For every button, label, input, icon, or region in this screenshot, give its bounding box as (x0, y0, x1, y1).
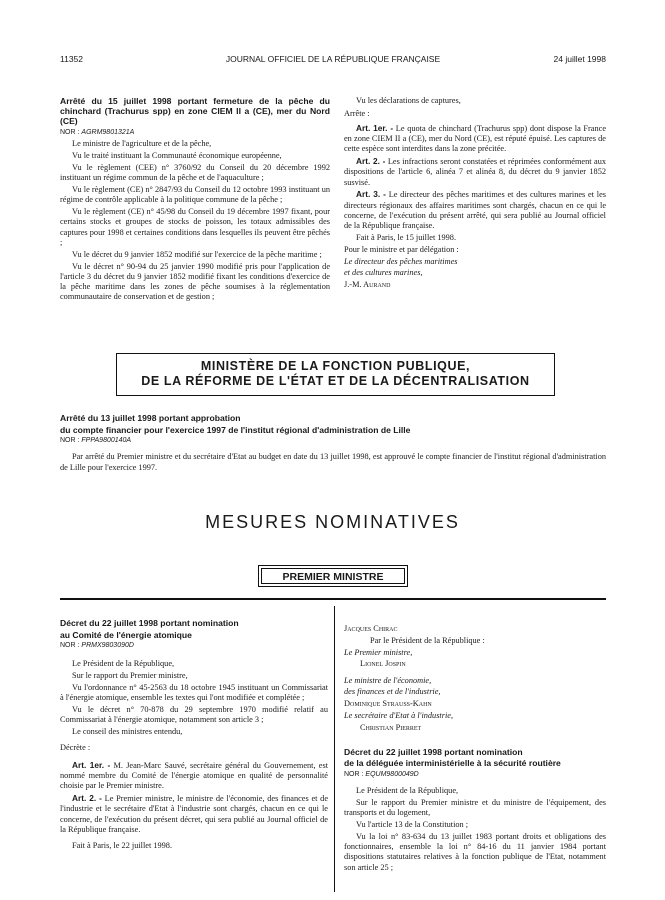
nor-code: EQUM9800049D (365, 770, 419, 778)
premier-ministre-label: PREMIER MINISTRE (261, 568, 405, 584)
article-label: Art. 1er. - (356, 122, 394, 133)
decret1-title-line2: au Comité de l'énergie atomique (60, 629, 192, 640)
nor-label: NOR : (60, 642, 80, 649)
sec-title: Le secrétaire d'Etat à l'industrie, (344, 711, 454, 721)
decret1-para: Le Président de la République, (72, 659, 175, 669)
decret2-nor (344, 770, 606, 780)
arrete1-article-3 (344, 189, 606, 231)
journal-title: JOURNAL OFFICIEL DE LA RÉPUBLIQUE FRANÇAISE (225, 54, 441, 64)
article-label: Art. 2. - (356, 155, 386, 166)
decret1-article-1 (60, 760, 328, 792)
arrete1-sig-line2: Le directeur des pêches maritimes (344, 256, 458, 266)
article-text: Le directeur des pêches maritimes et des cultures marines et les directeurs régionaux des affaires maritimes sont chargés, chacun en ce qui le concerne, de l'exécution du présent arrêté, qui sera publié au Journal officiel de la République française. (344, 190, 606, 231)
decret1-para: Le conseil des ministres entendu, (72, 727, 183, 737)
nor-code: AGRM9801321A (81, 128, 135, 136)
mesures-nominatives-title: MESURES NOMINATIVES (205, 512, 460, 532)
arrete2-title-line1: Arrêté du 13 juillet 1998 portant approbation (60, 413, 241, 423)
arrete1-article-2 (344, 156, 606, 188)
article-text: Le quota de chinchard (Trachurus spp) dont dispose la France en zone CIEM II a (CE), mer du Nord (CE), est réputé épuisé. Les captures de cette espèce sont interdites dans la zone précitée. (344, 123, 606, 154)
decret2-title-line1: Décret du 22 juillet 1998 portant nomination (344, 746, 523, 757)
arrete2-section (60, 413, 606, 474)
ministry-heading-box (116, 353, 555, 396)
eco-name: Dominique Strauss-Kahn (344, 699, 432, 709)
decret2-para: Sur le rapport du Premier ministre et du ministre de l'équipement, des transports et du logement, (344, 797, 606, 818)
article-text: M. Jean-Marc Sauvé, secrétaire général du Gouvernement, est nommé membre du Comité de l'énergie atomique en qualité de personnalité choisie par le Premier ministre. (60, 760, 329, 791)
decret1-nor (60, 641, 328, 651)
article-text: Les infractions seront constatées et réprimées conformément aux dispositions de l'article 6, alinéa 7 et alinéa 8, du décret du 9 janvier 1852 susvisé. (344, 156, 606, 187)
arrete1-nor (60, 128, 330, 138)
nor-code: FPPA9800140A (81, 437, 132, 444)
column-rule (334, 606, 335, 892)
eco-title1: Le ministre de l'économie, (344, 675, 432, 685)
arrete1-sig-line1: Pour le ministre et par délégation : (344, 244, 459, 254)
arrete1-para: Vu le règlement (CE) n° 2847/93 du Conseil du 12 octobre 1993 instituant un régime de contrôle applicable à la politique commune de la pêche ; (60, 184, 330, 205)
arrete1-article-1 (344, 123, 606, 155)
ministry-line2: DE LA RÉFORME DE L'ÉTAT ET DE LA DÉCENTRALISATION (141, 374, 530, 388)
arrete1-para: Vu le règlement (CEE) n° 3760/92 du Conseil du 20 décembre 1992 instituant un régime commun de la pêche et de l'aquaculture ; (60, 162, 330, 183)
article-label: Art. 2. - (72, 793, 102, 804)
arrete2-text: Par arrêté du Premier ministre et du secrétaire d'Etat au budget en date du 13 juillet 1998, est approuvé le compte financier de l'institut régional d'administration de Lille pour l'exercice 1997. (60, 452, 606, 472)
decret2-para: Le Président de la République, (356, 785, 459, 795)
arrete1-title: Arrêté du 15 juillet 1998 portant fermeture de la pêche du chinchard (Trachurus spp) en zone CIEM II a (CE), mer du Nord (CE) (60, 96, 330, 126)
decret1-title-line1: Décret du 22 juillet 1998 portant nomination (60, 618, 239, 628)
decret1-done: Fait à Paris, le 22 juillet 1998. (72, 841, 173, 851)
decret1-article-2 (60, 793, 328, 835)
article-label: Art. 3. - (356, 189, 386, 200)
premier-ministre-box (258, 565, 408, 587)
nor-code: PRMX9803090D (81, 642, 134, 649)
nor-label: NOR : (344, 770, 364, 778)
ministry-line1: MINISTÈRE DE LA FONCTION PUBLIQUE, (200, 359, 471, 373)
pm-title: Le Premier ministre, (344, 647, 413, 657)
arrete1-sig-line3: et des cultures marines, (344, 268, 423, 278)
decret1-para: Sur le rapport du Premier ministre, (72, 671, 188, 681)
decret2-title-line2: de la déléguée interministérielle à la sécurité routière (344, 758, 561, 769)
sec-name: Christian Pierret (360, 722, 422, 732)
arrete1-right-column (344, 96, 606, 292)
decret1-para: Vu le décret n° 70-878 du 29 septembre 1970 modifié relatif au Commissariat à l'énergie atomique, notamment son article 3 ; (60, 704, 328, 725)
eco-title2: des finances et de l'industrie, (344, 687, 441, 697)
decret1-para: Vu l'ordonnance n° 45-2563 du 18 octobre 1945 instituant un Commissariat à l'énergie atomique, ensemble les textes qui l'ont modifiée et complétée ; (60, 682, 328, 703)
arrete2-title-line2: du compte financier pour l'exercice 1997 de l'institut régional d'administration de Lille (60, 424, 411, 435)
arrete1-sig-name: J.-M. Aurand (344, 280, 391, 290)
arrete1-para: Vu le décret du 9 janvier 1852 modifié sur l'exercice de la pêche maritime ; (72, 249, 322, 259)
arrete1-para: Vu le traité instituant la Communauté économique européenne, (72, 151, 282, 161)
issue-date: 24 juillet 1998 (553, 54, 606, 64)
arrete1-para: Le ministre de l'agriculture et de la pêche, (72, 139, 212, 149)
arrete1-para: Vu le règlement (CE) n° 45/98 du Conseil du 19 décembre 1997 fixant, pour certains stocks et groupes de stocks de poisson, les totaux admissibles des captures pour 1998 et certaines conditions dans lesquelles ils peuvent être pêchés ; (60, 207, 330, 247)
decret1-decrete-word: Décrète : (60, 743, 91, 753)
decret1-column (60, 618, 328, 853)
page-number: 11352 (60, 54, 84, 64)
par-le-president: Par le Président de la République : (370, 635, 485, 645)
arrete2-nor (60, 436, 606, 446)
arrete1-para: Vu le décret n° 90-94 du 25 janvier 1990 modifié pris pour l'application de l'article 3 du décret du 9 janvier 1852 modifié fixant les conditions d'exercice de la pêche maritime dans les zones de pêche soumises à la réglementation communautaire de conservation et de gestion ; (60, 261, 330, 302)
nor-label: NOR : (60, 437, 80, 444)
president-name: Jacques Chirac (344, 624, 398, 633)
pm-name: Lionel Jospin (360, 659, 406, 669)
article-label: Art. 1er. - (72, 759, 111, 770)
arrete1-left-column (60, 96, 330, 304)
arrete1-done: Fait à Paris, le 15 juillet 1998. (356, 233, 457, 243)
article-text: Le Premier ministre, le ministre de l'économie, des finances et de l'industrie et le secrétaire d'Etat à l'industrie sont chargés, chacun en ce qui le concerne, de l'exécution du présent décret, qui sera publié au Journal officiel de la République française. (60, 794, 328, 834)
decret2-para: Vu la loi n° 83-634 du 13 juillet 1983 portant droits et obligations des fonctionnaires, ensemble la loi n° 84-16 du 11 janvier 1984 portant dispositions statutaires relatives à la fonction publique de l'Etat, notamment son article 25 ; (344, 831, 606, 872)
signatures-column (344, 624, 606, 874)
arrete1-para: Vu les déclarations de captures, (356, 96, 461, 105)
arrete1-arrete-word: Arrête : (344, 109, 370, 119)
section-rule (60, 598, 606, 600)
nor-label: NOR : (60, 128, 80, 136)
decret2-para: Vu l'article 13 de la Constitution ; (356, 819, 469, 829)
